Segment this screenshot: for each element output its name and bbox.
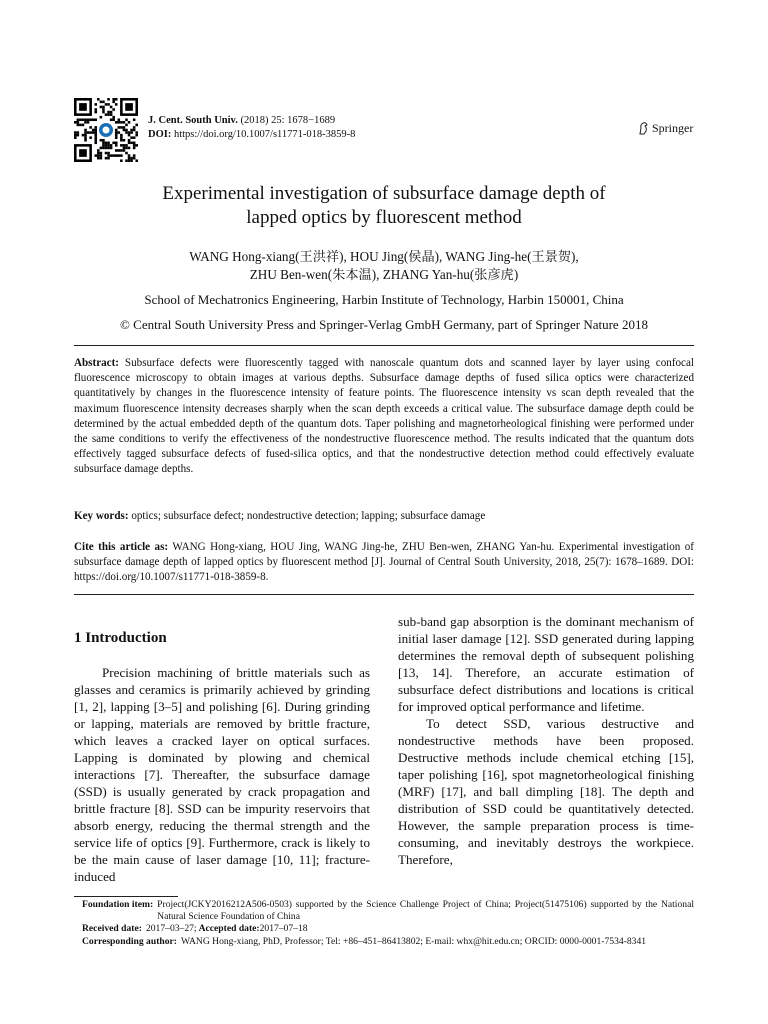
affiliation: School of Mechatronics Engineering, Harbin Institute of Technology, Harbin 150001, China bbox=[144, 292, 624, 307]
footnote-dates bbox=[82, 923, 694, 935]
springer-horse-icon bbox=[638, 122, 649, 135]
footnote-text: 2017–03–27; bbox=[145, 923, 197, 935]
doi-label: DOI: bbox=[148, 129, 172, 140]
paragraph: Precision machining of brittle materials such as glasses and ceramics is primarily achieved by grinding [1, 2], lapping [3–5] and polishing [6]. During grinding or lapping, materials are removed by brittle fracture, which leaves a cracked layer on optical surfaces. Lapping is dominated by plowing and chemical interactions [7]. Thereafter, the subsurface damage (SSD) is usually generated by crack propagation and brittle fracture [8]. SSD can be impurity reservoirs that absorb energy, reducing the thermal strength and the service life of optics [9]. Furthermore, crack is likely to be the main cause of laser damage [10, 11]; fracture-induced bbox=[74, 665, 370, 884]
title-line: Experimental investigation of subsurface damage depth of bbox=[162, 183, 606, 204]
journal-name: J. Cent. South Univ. bbox=[148, 115, 238, 126]
authors-line: WANG Hong-xiang(王洪祥), HOU Jing(侯晶), WANG Jing-he(王景贺), bbox=[189, 249, 579, 264]
top-divider bbox=[74, 345, 694, 346]
abstract-label: Abstract: bbox=[74, 357, 119, 369]
title-line: lapped optics by fluorescent method bbox=[246, 207, 522, 228]
abstract bbox=[74, 356, 694, 478]
authors-line: ZHU Ben-wen(朱本温), ZHANG Yan-hu(张彦虎) bbox=[249, 267, 519, 282]
footnote-label: Foundation item: bbox=[82, 899, 154, 910]
footnote-label: Received date: bbox=[82, 923, 142, 935]
cite-label: Cite this article as: bbox=[74, 541, 169, 553]
keywords-text: optics; subsurface defect; nondestructive detection; lapping; subsurface damage bbox=[128, 510, 486, 522]
keywords bbox=[74, 509, 694, 524]
left-column bbox=[74, 664, 370, 885]
journal-reference: (2018) 25: 1678−1689 bbox=[237, 115, 336, 126]
footnote-text: 2017–07–18 bbox=[259, 923, 308, 935]
citation bbox=[74, 540, 694, 586]
author-list bbox=[84, 248, 684, 284]
journal-header bbox=[148, 114, 355, 142]
keywords-label: Key words: bbox=[74, 510, 129, 522]
paragraph: sub-band gap absorption is the dominant mechanism of initial laser damage [12]. SSD generated during lapping determines the removal depth of subsequent polishing [13, 14]. Therefore, an accurate estimation of subsurface defect distributions and locations is critical for improved optical performance and lifetime. bbox=[398, 614, 694, 714]
footnote-text: Project(JCKY2016212A506-0503) supported by the Science Challenge Project of China; Project(51475106) supported by the National Natural Science Foundation of China bbox=[157, 899, 694, 923]
right-column bbox=[398, 613, 694, 868]
section-heading: 1 Introduction bbox=[74, 630, 167, 646]
footnotes bbox=[82, 899, 694, 948]
abstract-text: Subsurface defects were fluorescently tagged with nanoscale quantum dots and scanned layer by layer using confocal fluorescence microscopy to obtain images at various depths. Subsurface damage depths of fused silica optics were characterized quantitatively by changes in the fluorescence intensity of feature points. The fluorescence intensity vs scan depth revealed that the maximum fluorescence intensity decreases sharply when the scan depth exceeds a critical value. The subsurface damage depth could be determined by the actual embedded depth of the quantum dots. Taper polishing and magnetorheological finishing were performed under the same conditions to verify the effectiveness of the nondestructive fluorescence method. The results indicated that the quantum dots effectively tagged subsurface defects of fused-silica optics, and that the nondestructive detection method could effectively evaluate subsurface damage depths. bbox=[74, 357, 694, 476]
footnote-label: Accepted date: bbox=[198, 923, 260, 935]
copyright-notice: © Central South University Press and Springer-Verlag GmbH Germany, part of Springer Nature 2018 bbox=[120, 317, 648, 332]
doi-link[interactable]: https://doi.org/10.1007/s11771-018-3859-8 bbox=[171, 129, 356, 140]
bottom-divider bbox=[74, 594, 694, 595]
footnote-divider bbox=[74, 896, 178, 897]
cite-text: WANG Hong-xiang, HOU Jing, WANG Jing-he, ZHU Ben-wen, ZHANG Yan-hu. Experimental investigation of subsurface damage depth of lapped optics by fluorescent method [J]. Journal of Central South University, 2018, 25(7): 1678–1689. DOI: https://doi.org/10.1007/s11771-018-3859-8. bbox=[74, 541, 694, 584]
footnote-label: Corresponding author: bbox=[82, 935, 177, 947]
publisher-name: Springer bbox=[652, 121, 694, 135]
footnote-text: WANG Hong-xiang, PhD, Professor; Tel: +86–451–86413802; E-mail: whx@hit.edu.cn; ORCID: 0000-0001-7534-8341 bbox=[180, 935, 647, 947]
publisher-logo bbox=[638, 121, 693, 136]
footnote-foundation bbox=[82, 899, 694, 923]
paper-title bbox=[84, 182, 684, 230]
paragraph: To detect SSD, various destructive and nondestructive methods have been proposed. Destructive methods include chemical etching [15], taper polishing [16], spot magnetorheological finishing (MRF) [17], and ball dimpling [18]. The depth and distribution of SSD could be quantitatively detected. However, the sample preparation process is time-consuming, and inevitably destroys the workpiece. Therefore, bbox=[398, 716, 694, 867]
qr-code-icon bbox=[74, 98, 138, 162]
footnote-corresponding bbox=[82, 936, 694, 948]
